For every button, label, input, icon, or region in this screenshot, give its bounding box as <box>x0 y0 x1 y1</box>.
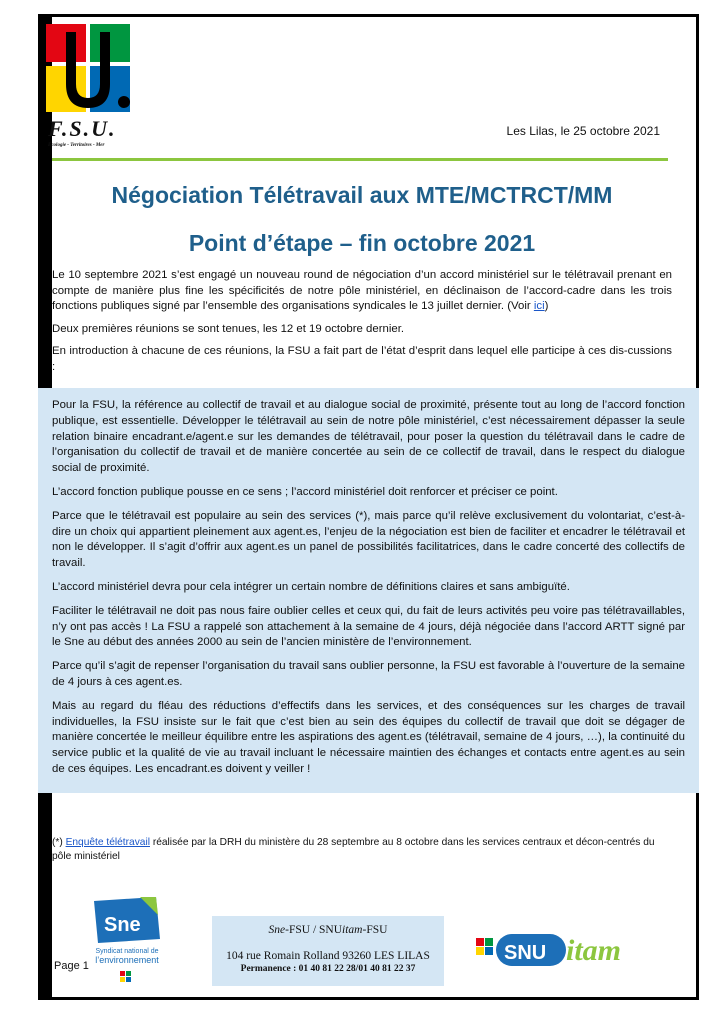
voir-ici-link[interactable]: ici <box>533 300 545 313</box>
footnote <box>52 836 672 864</box>
footnote-prefix: (*) <box>52 837 66 848</box>
union-fsu-snu: -FSU / SNU <box>285 924 343 936</box>
postal-address: 104 rue Romain Rolland 93260 LES LILAS <box>226 950 430 962</box>
page-number: Page 1 <box>54 960 89 972</box>
document-subtitle: Point d’étape – fin octobre 2021 <box>188 230 536 256</box>
address-box <box>212 916 444 986</box>
footnote-text: réalisée par la DRH du ministère du 28 septembre au 8 octobre dans les services centraux et décon-centrés du pôle ministériel <box>52 837 655 862</box>
union-names <box>212 924 444 936</box>
snuitam-logo-graphic <box>474 918 634 980</box>
date-line: Les Lilas, le 25 octobre 2021 <box>506 124 660 138</box>
document-title: Négociation Télétravail aux MTE/MCTRCT/MM <box>111 182 613 208</box>
box-paragraph-3: Parce que le télétravail est populaire au sein des services (*), mais parce qu’il relève exclusivement du volontariat, c’est-à-dire un choix qui appartient pleinement aux agent.es, l’enjeu de la négociation est bien de faciliter et encadrer le télétravail et non le développer. Il s’agit d’offrir aux agent.es un panel de possibilités facilitatrices, dans le cadre concerté des collectifs de travail. <box>52 509 685 570</box>
sne-logo-text: Sne <box>104 914 141 936</box>
box-paragraph-7: Mais au regard du fléau des réductions d’effectifs dans les services, et des conséquences sur les charges de travail individuelles, la FSU insiste sur le fait que c’est bien au sein des équipes du collectif de travail que doit se dégager de manière concertée le meilleur équilibre entre les aspirations des agent.es (télétravail, semaine de 4 jours, …), la continuité du service public et la qualité de vie au travail incluant le nécessaire maintien des échanges et contacts entre agent.es au sein de ces équipes. Les encadrant.es doivent y veiller ! <box>52 699 685 775</box>
intro-text-1: Le 10 septembre 2021 s’est engagé un nouveau round de négociation d’un accord ministériel sur le télétravail prenant en compte de manière plus fine les spécificités de notre pôle ministériel, en déclinaison de l’accord-cadre dans les trois fonctions publiques signé par l’ensemble des organisations syndicales le 13 juillet dernier. (Voir <box>52 269 672 313</box>
box-paragraph-6: Parce qu’il s’agit de repenser l’organisation du travail sans oublier personne, la FSU est favorable à l’ouverture de la semaine de 4 jours à ces agent.es. <box>52 660 685 688</box>
intro-paragraph-3: En introduction à chacune de ces réunions, la FSU a fait part de l’état d’esprit dans lequel elle participe à ces dis-cussions : <box>52 345 672 373</box>
sne-logo-graphic <box>90 895 165 990</box>
sne-caption-2: l’environnement <box>95 955 159 965</box>
snuitam-snu-text: SNU <box>504 942 547 964</box>
union-fsu: -FSU <box>362 924 388 936</box>
page-border-bottom <box>38 997 699 1000</box>
box-paragraph-1: Pour la FSU, la référence au collectif de travail et au dialogue social de proximité, présente tout au long de l’accord fonction publique, est essentielle. Développer le télétravail au sein de notre pôle ministériel, c’est nécessairement dépasser la seule relation binaire encadrant.e/agent.e sur les demandes de télétravail, pour poser la question du télétravail dans le cadre de l’organisation du collectif de travail et de manière concertée au sein de ce collectif de travail, dans le respect du dialogue social de proximité. <box>52 399 685 475</box>
page-border-top <box>38 14 699 17</box>
header-divider <box>52 158 668 161</box>
intro-paragraph-2: Deux premières réunions se sont tenues, les 12 et 19 octobre dernier. <box>52 322 405 335</box>
enquete-teletravail-link[interactable]: Enquête télétravail <box>65 837 150 848</box>
union-itam: itam <box>342 924 363 936</box>
fsu-logo <box>44 22 144 152</box>
intro-text-1-end: ) <box>544 300 549 313</box>
intro-section <box>52 268 672 383</box>
box-paragraph-2: L’accord fonction publique pousse en ce sens ; l’accord ministériel doit renforcer et préciser ce point. <box>52 485 558 498</box>
phone-numbers: Permanence : 01 40 81 22 28/01 40 81 22 37 <box>240 964 416 974</box>
union-sne: Sne <box>268 924 286 936</box>
sne-caption-1: Syndicat national de <box>95 948 159 955</box>
box-paragraph-5: Faciliter le télétravail ne doit pas nous faire oublier celles et ceux qui, du fait de leurs activités peu voire pas télétravaillables, n’y ont pas accès ! La FSU a rappelé son attachement à la semaine de 4 jours, déjà négociée dans l’accord ARTT signé par le Sne au début des années 2000 au sein de l’ancien ministère de l’environnement. <box>52 604 685 649</box>
fsu-logo-graphic <box>44 22 144 117</box>
snuitam-logo <box>474 918 634 980</box>
box-paragraph-4: L’accord ministériel devra pour cela intégrer un certain nombre de définitions claires et sans ambiguïté. <box>52 580 570 593</box>
sne-logo <box>90 895 165 990</box>
fsu-position-box <box>38 388 699 793</box>
intro-paragraph-1 <box>52 268 672 315</box>
fsu-tagline: Ecologie - Territoires - Mer <box>48 143 105 148</box>
snuitam-itam-text: itam <box>566 934 622 967</box>
fsu-letters: F.S.U. <box>48 116 117 141</box>
